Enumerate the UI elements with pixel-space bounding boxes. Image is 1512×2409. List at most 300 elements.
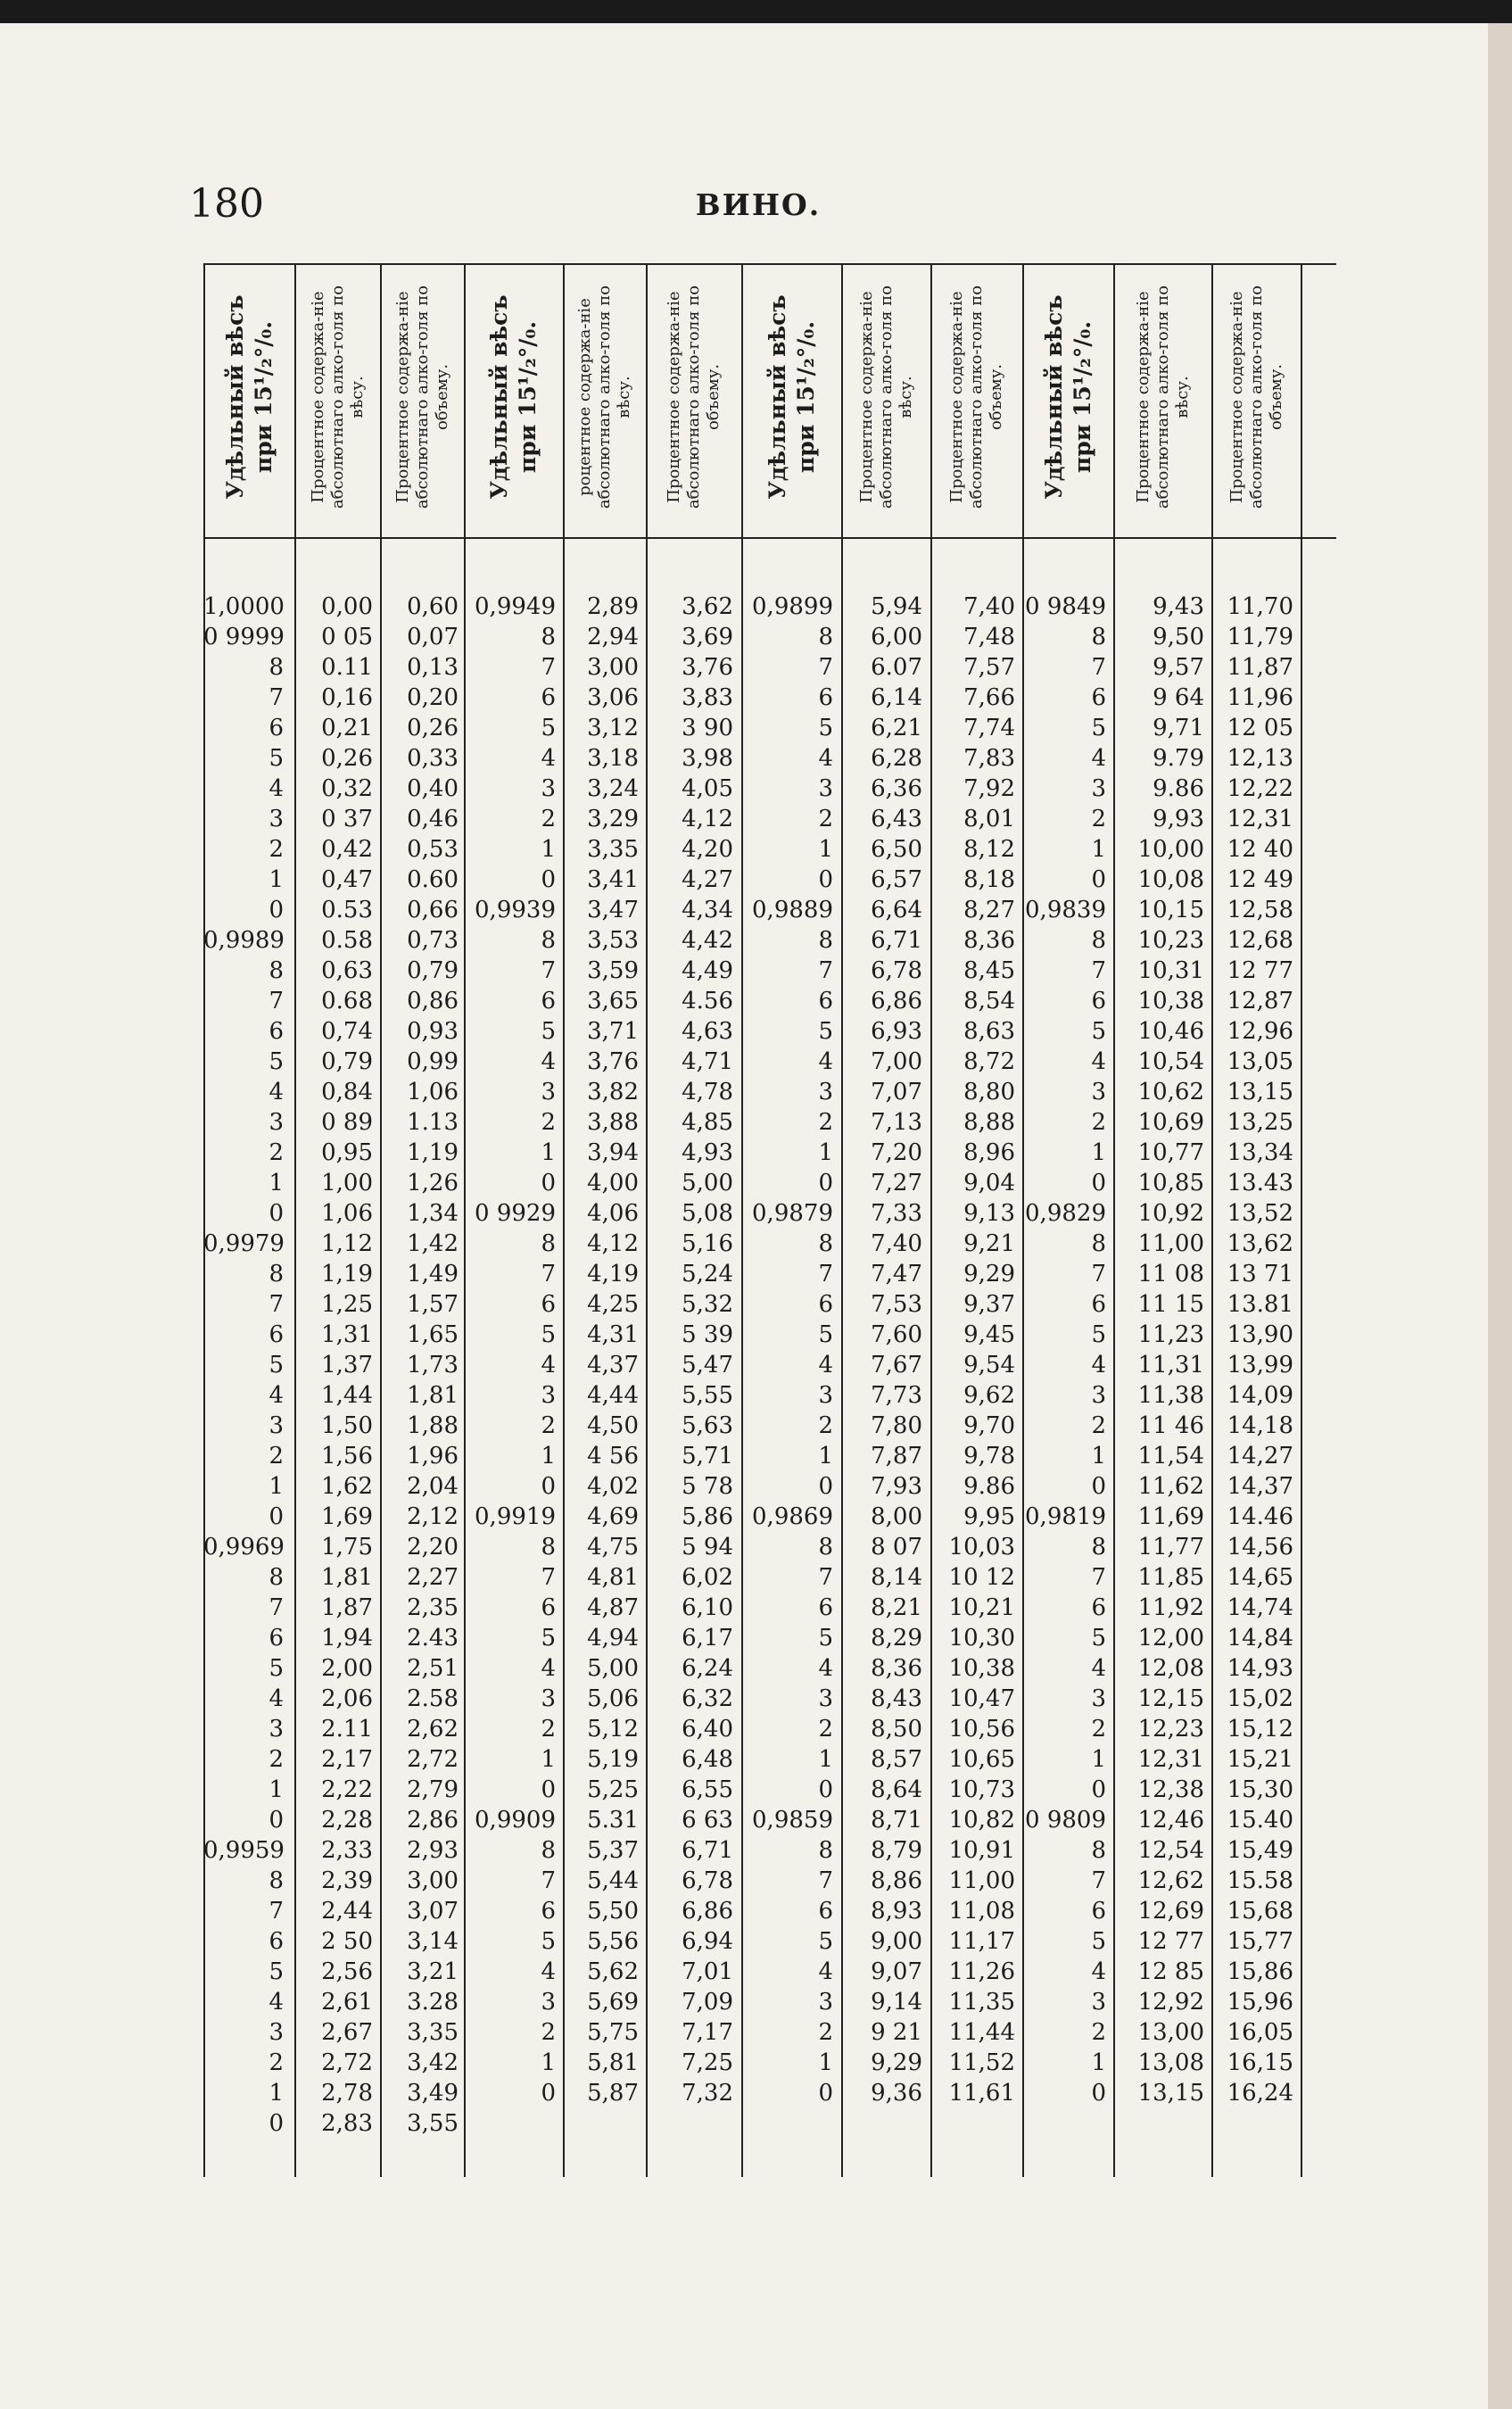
table-cell: 4,31 xyxy=(587,1321,639,1348)
table-cell: 6 xyxy=(541,684,556,711)
table-cell: 4 xyxy=(818,1352,833,1378)
table-cell: 0,79 xyxy=(321,1048,373,1075)
table-cell: 13,62 xyxy=(1227,1230,1293,1257)
table-cell: 9,50 xyxy=(1153,624,1204,650)
table-cell: 6,86 xyxy=(682,1898,733,1925)
table-cell: 0,21 xyxy=(321,715,373,741)
table-cell: 6,57 xyxy=(871,866,922,893)
table-cell: 5,55 xyxy=(682,1382,733,1409)
table-cell: 6 xyxy=(541,1291,556,1318)
table-cell: 14,93 xyxy=(1227,1655,1293,1682)
table-cell: 0,93 xyxy=(407,1018,459,1045)
table-cell: 15,49 xyxy=(1227,1837,1293,1864)
column-header-text: Процентное содержа-ніе абсолютнаго алко-голя по объему. xyxy=(1227,285,1285,509)
table-cell: 12,96 xyxy=(1227,1018,1293,1045)
column-header xyxy=(665,268,723,526)
table-cell: 1 xyxy=(818,836,833,863)
table-cell: 8 xyxy=(269,654,284,681)
table-cell: 15,21 xyxy=(1227,1746,1293,1773)
table-cell: 4 xyxy=(1091,1958,1106,1985)
table-cell: 5,16 xyxy=(682,1230,733,1257)
table-cell: 1,31 xyxy=(321,1321,373,1348)
table-cell: 6 xyxy=(818,684,833,711)
table-cell: 3,41 xyxy=(587,866,639,893)
table-cell: 5,87 xyxy=(587,2080,639,2107)
table-cell: 4 xyxy=(541,745,556,772)
table-cell: 3,24 xyxy=(587,775,639,802)
table-cell: 6,43 xyxy=(871,806,922,832)
table-cell: 2,61 xyxy=(321,1989,373,2016)
table-cell: 3,12 xyxy=(587,715,639,741)
table-cell: 4 xyxy=(818,1048,833,1075)
table-cell: 0,9879 xyxy=(752,1200,833,1227)
table-cell: 12 40 xyxy=(1227,836,1293,863)
table-cell: 1 xyxy=(269,866,284,893)
column-header-text: Процентное содержа-ніе абсолютнаго алко-голя по объему. xyxy=(665,285,723,509)
table-cell: 6,71 xyxy=(871,927,922,954)
table-cell: 3 xyxy=(541,1382,556,1409)
table-cell: 11,70 xyxy=(1227,593,1293,620)
table-cell: 14,56 xyxy=(1227,1534,1293,1560)
table-cell: 2.58 xyxy=(407,1685,459,1712)
table-cell: 3,29 xyxy=(587,806,639,832)
table-cell: 7,40 xyxy=(871,1230,922,1257)
table-cell: 1,94 xyxy=(321,1625,373,1652)
table-cell: 10,47 xyxy=(948,1685,1015,1712)
table-cell: 4 56 xyxy=(587,1443,639,1469)
table-cell: 4 xyxy=(818,745,833,772)
column-header-text: Процентное содержа-ніе абсолютнаго алко-голя по вѣсу. xyxy=(856,285,915,509)
table-cell: 3,49 xyxy=(407,2080,459,2107)
table-cell: 1 xyxy=(269,1776,284,1803)
column-header xyxy=(392,268,451,526)
table-cell: 7,53 xyxy=(871,1291,922,1318)
table-cell: 4 xyxy=(269,775,284,802)
table-cell: 1,56 xyxy=(321,1443,373,1469)
table-cell: 5 xyxy=(541,1625,556,1652)
table-cell: 7 xyxy=(541,1564,556,1591)
table-cell: 7,13 xyxy=(871,1109,922,1136)
table-cell: 7 xyxy=(818,1867,833,1894)
table-cell: 2,67 xyxy=(321,2019,373,2046)
table-cell: 4,49 xyxy=(682,957,733,984)
table-cell: 0,16 xyxy=(321,684,373,711)
table-cell: 7,20 xyxy=(871,1139,922,1166)
table-cell: 9,57 xyxy=(1153,654,1204,681)
column-header-text: Удѣльный вѣсъ при 15¹/₂°/₀. xyxy=(486,294,541,500)
table-cell: 3 xyxy=(541,1989,556,2016)
table-cell: 2 xyxy=(818,1109,833,1136)
table-cell: 8,36 xyxy=(871,1655,922,1682)
table-cell: 1 xyxy=(269,1170,284,1196)
table-cell: 12 85 xyxy=(1137,1958,1204,1985)
table-cell: 2,56 xyxy=(321,1958,373,1985)
table-cell: 8 xyxy=(818,1837,833,1864)
table-cell: 5,50 xyxy=(587,1898,639,1925)
table-cell: 0.60 xyxy=(407,866,459,893)
table-cell: 2,27 xyxy=(407,1564,459,1591)
table-cell: 9,62 xyxy=(963,1382,1015,1409)
table-cell: 8 xyxy=(269,957,284,984)
table-cell: 3 xyxy=(1091,1685,1106,1712)
table-cell: 9,07 xyxy=(871,1958,922,1985)
table-cell: 8 xyxy=(269,1867,284,1894)
table-cell: 0,40 xyxy=(407,775,459,802)
table-cell: 11,23 xyxy=(1137,1321,1204,1348)
table-cell: 4 xyxy=(818,1958,833,1985)
table-cell: 9.86 xyxy=(1153,775,1204,802)
table-cell: 3 xyxy=(269,806,284,832)
table-cell: 5 xyxy=(818,1928,833,1955)
table-cell: 5,00 xyxy=(682,1170,733,1196)
table-cell: 2,94 xyxy=(587,624,639,650)
table-cell: 12,08 xyxy=(1137,1655,1204,1682)
table-cell: 6,48 xyxy=(682,1746,733,1773)
table-cell: 6 xyxy=(541,1898,556,1925)
table-cell: 12,13 xyxy=(1227,745,1293,772)
table-cell: 8,86 xyxy=(871,1867,922,1894)
table-cell: 5,69 xyxy=(587,1989,639,2016)
data-column xyxy=(646,592,733,2108)
table-cell: 9,36 xyxy=(871,2080,922,2107)
table-cell: 8,43 xyxy=(871,1685,922,1712)
table-cell: 9,54 xyxy=(963,1352,1015,1378)
table-cell: 8,50 xyxy=(871,1716,922,1743)
data-column xyxy=(203,592,284,2139)
table-cell: 2,93 xyxy=(407,1837,459,1864)
table-cell: 3 xyxy=(1091,1989,1106,2016)
table-cell: 1,65 xyxy=(407,1321,459,1348)
table-cell: 4.56 xyxy=(682,988,733,1014)
table-cell: 11,35 xyxy=(948,1989,1015,2016)
table-cell: 0,9869 xyxy=(752,1503,833,1530)
table-cell: 4 xyxy=(541,1655,556,1682)
table-cell: 0 xyxy=(1091,2080,1106,2107)
table-cell: 3,65 xyxy=(587,988,639,1014)
table-cell: 6,93 xyxy=(871,1018,922,1045)
table-cell: 3,71 xyxy=(587,1018,639,1045)
table-cell: 4 xyxy=(1091,1048,1106,1075)
table-cell: 1 xyxy=(1091,1139,1106,1166)
table-cell: 5 xyxy=(818,1625,833,1652)
table-cell: 8,01 xyxy=(963,806,1015,832)
table-cell: 4,42 xyxy=(682,927,733,954)
table-cell: 5,62 xyxy=(587,1958,639,1985)
table-cell: 1,25 xyxy=(321,1291,373,1318)
table-cell: 2,44 xyxy=(321,1898,373,1925)
table-cell: 10,91 xyxy=(948,1837,1015,1864)
table-cell: 0.58 xyxy=(321,927,373,954)
table-cell: 3,59 xyxy=(587,957,639,984)
table-cell: 6 xyxy=(269,1018,284,1045)
table-cell: 0,9839 xyxy=(1025,897,1106,923)
table-cell: 2.43 xyxy=(407,1625,459,1652)
table-cell: 1,00 xyxy=(321,1170,373,1196)
table-cell: 4,78 xyxy=(682,1079,733,1105)
table-cell: 3,35 xyxy=(407,2019,459,2046)
table-cell: 7 xyxy=(269,1291,284,1318)
table-cell: 2,12 xyxy=(407,1503,459,1530)
table-cell: 0,9939 xyxy=(475,897,556,923)
table-cell: 5 xyxy=(269,1958,284,1985)
table-cell: 0 xyxy=(818,1473,833,1500)
table-cell: 0.11 xyxy=(321,654,373,681)
table-cell: 2 xyxy=(269,836,284,863)
table-cell: 4 xyxy=(269,1989,284,2016)
table-cell: 6 xyxy=(1091,1898,1106,1925)
page-number: 180 xyxy=(189,181,264,227)
table-cell: 11 15 xyxy=(1137,1291,1204,1318)
table-cell: 2 xyxy=(269,1443,284,1469)
table-cell: 4,50 xyxy=(587,1412,639,1439)
table-cell: 7,74 xyxy=(963,715,1015,741)
table-cell: 5 94 xyxy=(682,1534,733,1560)
table-cell: 3 xyxy=(1091,1079,1106,1105)
table-cell: 15.58 xyxy=(1227,1867,1293,1894)
table-cell: 11,38 xyxy=(1137,1382,1204,1409)
table-cell: 1,06 xyxy=(321,1200,373,1227)
table-cell: 5 xyxy=(818,715,833,741)
table-cell: 3 xyxy=(818,1685,833,1712)
table-cell: 0,95 xyxy=(321,1139,373,1166)
table-cell: 10,03 xyxy=(948,1534,1015,1560)
table-cell: 1,96 xyxy=(407,1443,459,1469)
table-cell: 8 xyxy=(818,1534,833,1560)
table-cell: 7,07 xyxy=(871,1079,922,1105)
table-cell: 2 xyxy=(541,1109,556,1136)
table-cell: 0,26 xyxy=(321,745,373,772)
table-cell: 10,82 xyxy=(948,1807,1015,1834)
table-cell: 5,00 xyxy=(587,1655,639,1682)
table-cell: 1.13 xyxy=(407,1109,459,1136)
table-cell: 8,63 xyxy=(963,1018,1015,1045)
table-cell: 7 xyxy=(541,957,556,984)
table-cell: 13,15 xyxy=(1227,1079,1293,1105)
table-cell: 5 xyxy=(269,1655,284,1682)
table-cell: 9,43 xyxy=(1153,593,1204,620)
table-cell: 8 xyxy=(818,624,833,650)
table-cell: 9,04 xyxy=(963,1170,1015,1196)
table-cell: 5,94 xyxy=(871,593,922,620)
table-cell: 3,35 xyxy=(587,836,639,863)
table-cell: 4 xyxy=(269,1079,284,1105)
table-cell: 3 xyxy=(818,1382,833,1409)
table-cell: 11,52 xyxy=(948,2049,1015,2076)
table-cell: 3,00 xyxy=(407,1867,459,1894)
table-cell: 11,08 xyxy=(948,1898,1015,1925)
table-cell: 14,27 xyxy=(1227,1443,1293,1469)
table-cell: 7,57 xyxy=(963,654,1015,681)
table-cell: 2,72 xyxy=(321,2049,373,2076)
table-cell: 1 xyxy=(818,1443,833,1469)
table-cell: 0 xyxy=(1091,1170,1106,1196)
table-cell: 4,75 xyxy=(587,1534,639,1560)
table-cell: 3 xyxy=(541,775,556,802)
table-cell: 7,83 xyxy=(963,745,1015,772)
table-cell: 5 39 xyxy=(682,1321,733,1348)
table-cell: 4,87 xyxy=(587,1594,639,1621)
table-cell: 6,64 xyxy=(871,897,922,923)
table-cell: 1,75 xyxy=(321,1534,373,1560)
table-cell: 0,60 xyxy=(407,593,459,620)
table-cell: 15,77 xyxy=(1227,1928,1293,1955)
table-cell: 0,84 xyxy=(321,1079,373,1105)
table-cell: 2 xyxy=(541,2019,556,2046)
table-cell: 3 90 xyxy=(682,715,733,741)
table-cell: 2 xyxy=(269,1746,284,1773)
table-cell: 4 xyxy=(1091,1352,1106,1378)
table-cell: 10,56 xyxy=(948,1716,1015,1743)
table-cell: 13,90 xyxy=(1227,1321,1293,1348)
table-cell: 8,00 xyxy=(871,1503,922,1530)
table-cell: 12 05 xyxy=(1227,715,1293,741)
table-cell: 11,92 xyxy=(1137,1594,1204,1621)
table-cell: 3,83 xyxy=(682,684,733,711)
table-cell: 5,63 xyxy=(682,1412,733,1439)
table-cell: 3,98 xyxy=(682,745,733,772)
table-cell: 3,82 xyxy=(587,1079,639,1105)
table-cell: 8,21 xyxy=(871,1594,922,1621)
table-cell: 5 xyxy=(1091,1928,1106,1955)
table-cell: 9,93 xyxy=(1153,806,1204,832)
data-column xyxy=(1211,592,1293,2108)
table-cell: 7,01 xyxy=(682,1958,733,1985)
table-cell: 3 xyxy=(269,1716,284,1743)
table-cell: 4,44 xyxy=(587,1382,639,1409)
table-cell: 1,87 xyxy=(321,1594,373,1621)
table-cell: 3,42 xyxy=(407,2049,459,2076)
table-cell: 13,25 xyxy=(1227,1109,1293,1136)
table-cell: 6.07 xyxy=(871,654,922,681)
table-cell: 0,74 xyxy=(321,1018,373,1045)
table-cell: 7,47 xyxy=(871,1261,922,1287)
table-cell: 0 9929 xyxy=(475,1200,556,1227)
column-header xyxy=(856,268,915,526)
table-cell: 3,53 xyxy=(587,927,639,954)
table-cell: 8,93 xyxy=(871,1898,922,1925)
table-cell: 9,95 xyxy=(963,1503,1015,1530)
table-cell: 14,84 xyxy=(1227,1625,1293,1652)
table-cell: 0 xyxy=(541,1170,556,1196)
table-cell: 12,68 xyxy=(1227,927,1293,954)
table-cell: 6 xyxy=(269,715,284,741)
table-cell: 11,77 xyxy=(1137,1534,1204,1560)
table-cell: 2,51 xyxy=(407,1655,459,1682)
table-cell: 0 xyxy=(269,1200,284,1227)
column-header-text: Процентное содержа-ніе абсолютнаго алко-голя по вѣсу. xyxy=(308,285,367,509)
table-cell: 0,9979 xyxy=(203,1230,285,1257)
table-cell: 6,17 xyxy=(682,1625,733,1652)
table-cell: 5,71 xyxy=(682,1443,733,1469)
table-cell: 5 xyxy=(541,1018,556,1045)
table-cell: 5,06 xyxy=(587,1685,639,1712)
table-cell: 3,94 xyxy=(587,1139,639,1166)
table-cell: 14,18 xyxy=(1227,1412,1293,1439)
column-header xyxy=(221,268,277,526)
table-cell: 3,18 xyxy=(587,745,639,772)
table-cell: 10,62 xyxy=(1137,1079,1204,1105)
table-cell: 0,86 xyxy=(407,988,459,1014)
table-cell: 10,30 xyxy=(948,1625,1015,1652)
table-cell: 5,19 xyxy=(587,1746,639,1773)
table-cell: 7 xyxy=(269,684,284,711)
table-cell: 8,57 xyxy=(871,1746,922,1773)
table-cell: 1,34 xyxy=(407,1200,459,1227)
table-cell: 6,78 xyxy=(682,1867,733,1894)
table-cell: 0,79 xyxy=(407,957,459,984)
table-cell: 8,54 xyxy=(963,988,1015,1014)
table-cell: 15,12 xyxy=(1227,1716,1293,1743)
table-cell: 6,00 xyxy=(871,624,922,650)
table-cell: 8,45 xyxy=(963,957,1015,984)
table-cell: 0,46 xyxy=(407,806,459,832)
table-cell: 5,47 xyxy=(682,1352,733,1378)
table-cell: 8,79 xyxy=(871,1837,922,1864)
column-header xyxy=(575,268,633,526)
table-cell: 8,12 xyxy=(963,836,1015,863)
table-cell: 6,24 xyxy=(682,1655,733,1682)
table-cell: 2,72 xyxy=(407,1746,459,1773)
table-cell: 5,32 xyxy=(682,1291,733,1318)
table-cell: 2 xyxy=(541,806,556,832)
table-cell: 7,48 xyxy=(963,624,1015,650)
table-cell: 7 xyxy=(541,654,556,681)
table-cell: 0.53 xyxy=(321,897,373,923)
table-cell: 6 xyxy=(818,1594,833,1621)
table-cell: 1,26 xyxy=(407,1170,459,1196)
alcohol-density-table xyxy=(203,263,1338,2177)
table-cell: 7 xyxy=(269,1594,284,1621)
table-cell: 0,9969 xyxy=(203,1534,285,1560)
table-cell: 1,88 xyxy=(407,1412,459,1439)
table-cell: 2 xyxy=(818,2019,833,2046)
table-cell: 1,62 xyxy=(321,1473,373,1500)
table-cell: 7,09 xyxy=(682,1989,733,2016)
table-cell: 4,19 xyxy=(587,1261,639,1287)
table-cell: 0,66 xyxy=(407,897,459,923)
table-cell: 0.68 xyxy=(321,988,373,1014)
table-cell: 0 xyxy=(269,1807,284,1834)
table-cell: 8,80 xyxy=(963,1079,1015,1105)
table-cell: 9,37 xyxy=(963,1291,1015,1318)
top-border xyxy=(0,0,1512,23)
table-cell: 2,62 xyxy=(407,1716,459,1743)
table-cell: 7 xyxy=(818,957,833,984)
table-cell: 0 xyxy=(818,2080,833,2107)
table-cell: 5 xyxy=(1091,1321,1106,1348)
table-cell: 3,69 xyxy=(682,624,733,650)
table-cell: 6,78 xyxy=(871,957,922,984)
table-cell: 7,27 xyxy=(871,1170,922,1196)
table-cell: 12,58 xyxy=(1227,897,1293,923)
table-cell: 15.40 xyxy=(1227,1807,1293,1834)
table-cell: 2,04 xyxy=(407,1473,459,1500)
column-header xyxy=(764,268,819,526)
table-cell: 9.79 xyxy=(1153,745,1204,772)
table-cell: 1,37 xyxy=(321,1352,373,1378)
table-cell: 0,63 xyxy=(321,957,373,984)
table-cell: 6 xyxy=(818,988,833,1014)
table-cell: 12,38 xyxy=(1137,1776,1204,1803)
table-cell: 8 xyxy=(541,1230,556,1257)
table-cell: 0 xyxy=(269,2110,284,2137)
table-cell: 2 xyxy=(818,1412,833,1439)
table-cell: 0 89 xyxy=(321,1109,373,1136)
table-cell: 13,52 xyxy=(1227,1200,1293,1227)
table-cell: 5,44 xyxy=(587,1867,639,1894)
table-cell: 0 37 xyxy=(321,806,373,832)
table-cell: 3 xyxy=(818,1079,833,1105)
